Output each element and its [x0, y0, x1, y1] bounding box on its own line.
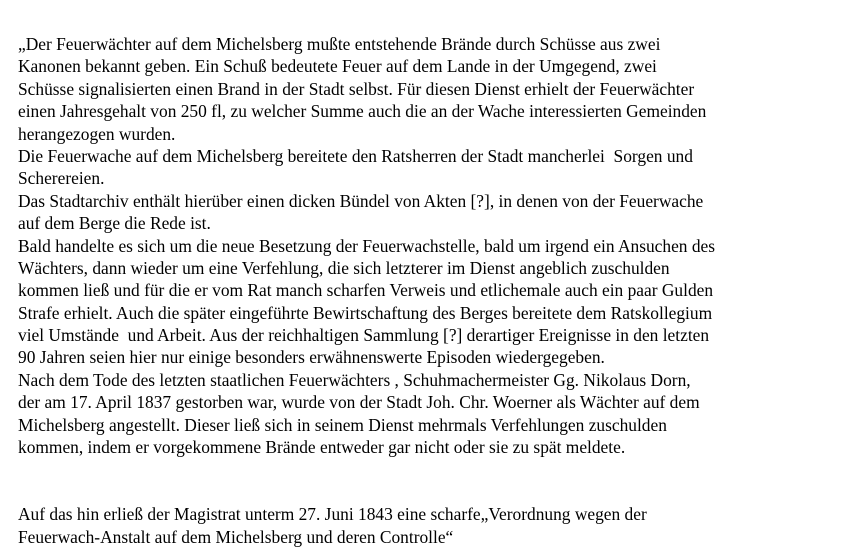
- text-line: Kanonen bekannt geben. Ein Schuß bedeutete Feuer auf dem Lande in der Umgegend, zwei: [18, 56, 657, 77]
- paragraph-6: [18, 503, 848, 548]
- paragraph-4: [18, 235, 848, 369]
- text-line: Das Stadtarchiv enthält hierüber einen dicken Bündel von Akten [?], in denen von der Feuerwache: [18, 190, 704, 211]
- text-line: Strafe erhielt. Auch die später eingeführte Bewirtschaftung des Berges bereitete dem Ratskollegium: [18, 302, 713, 323]
- text-line: Wächters, dann wieder um eine Verfehlung, die sich letzterer im Dienst angeblich zuschulden: [18, 257, 670, 278]
- text-line: auf dem Berge die Rede ist.: [18, 213, 211, 234]
- text-line: Feuerwach-Anstalt auf dem Michelsberg und deren Controlle“: [18, 526, 454, 547]
- text-line: „Der Feuerwächter auf dem Michelsberg mußte entstehende Brände durch Schüsse aus zwei: [18, 34, 661, 54]
- text-line: Michelsberg angestellt. Dieser ließ sich in seinem Dienst mehrmals Verfehlungen zuschulden: [18, 414, 667, 435]
- paragraph-5: [18, 369, 848, 459]
- document-body: [18, 33, 848, 548]
- text-line: Nach dem Tode des letzten staatlichen Feuerwächters , Schuhmachermeister Gg. Nikolaus Dorn,: [18, 369, 691, 390]
- text-line: der am 17. April 1837 gestorben war, wurde von der Stadt Joh. Chr. Woerner als Wächter auf dem: [18, 392, 700, 413]
- paragraph-3: [18, 190, 848, 235]
- text-line: viel Umstände und Arbeit. Aus der reichhaltigen Sammlung [?] derartiger Ereignisse in den letzten: [18, 325, 710, 346]
- text-line: kommen ließ und für die er vom Rat manch scharfen Verweis und etlichemale auch ein paar Gulden: [18, 280, 714, 301]
- paragraph-1: [18, 33, 848, 145]
- paragraph-2: [18, 145, 848, 190]
- text-line: herangezogen wurden.: [18, 123, 176, 144]
- blank-line: [18, 458, 848, 480]
- text-line: Die Feuerwache auf dem Michelsberg bereitete den Ratsherren der Stadt mancherlei Sorgen und: [18, 145, 693, 166]
- text-line: Schüsse signalisierten einen Brand in der Stadt selbst. Für diesen Dienst erhielt der Feuerwächter: [18, 78, 695, 99]
- text-line: kommen, indem er vorgekommene Brände entweder gar nicht oder sie zu spät meldete.: [18, 437, 626, 458]
- blank-line: [18, 481, 848, 503]
- text-line: Auf das hin erließ der Magistrat unterm 27. Juni 1843 eine scharfe„Verordnung wegen der: [18, 504, 647, 525]
- text-line: Bald handelte es sich um die neue Besetzung der Feuerwachstelle, bald um irgend ein Ansuchen des: [18, 235, 716, 256]
- text-line: 90 Jahren seien hier nur einige besonders erwähnenswerte Episoden wiedergegeben.: [18, 347, 605, 368]
- text-line: Scherereien.: [18, 168, 105, 189]
- text-line: einen Jahresgehalt von 250 fl, zu welcher Summe auch die an der Wache interessierten Gemeinden: [18, 101, 707, 122]
